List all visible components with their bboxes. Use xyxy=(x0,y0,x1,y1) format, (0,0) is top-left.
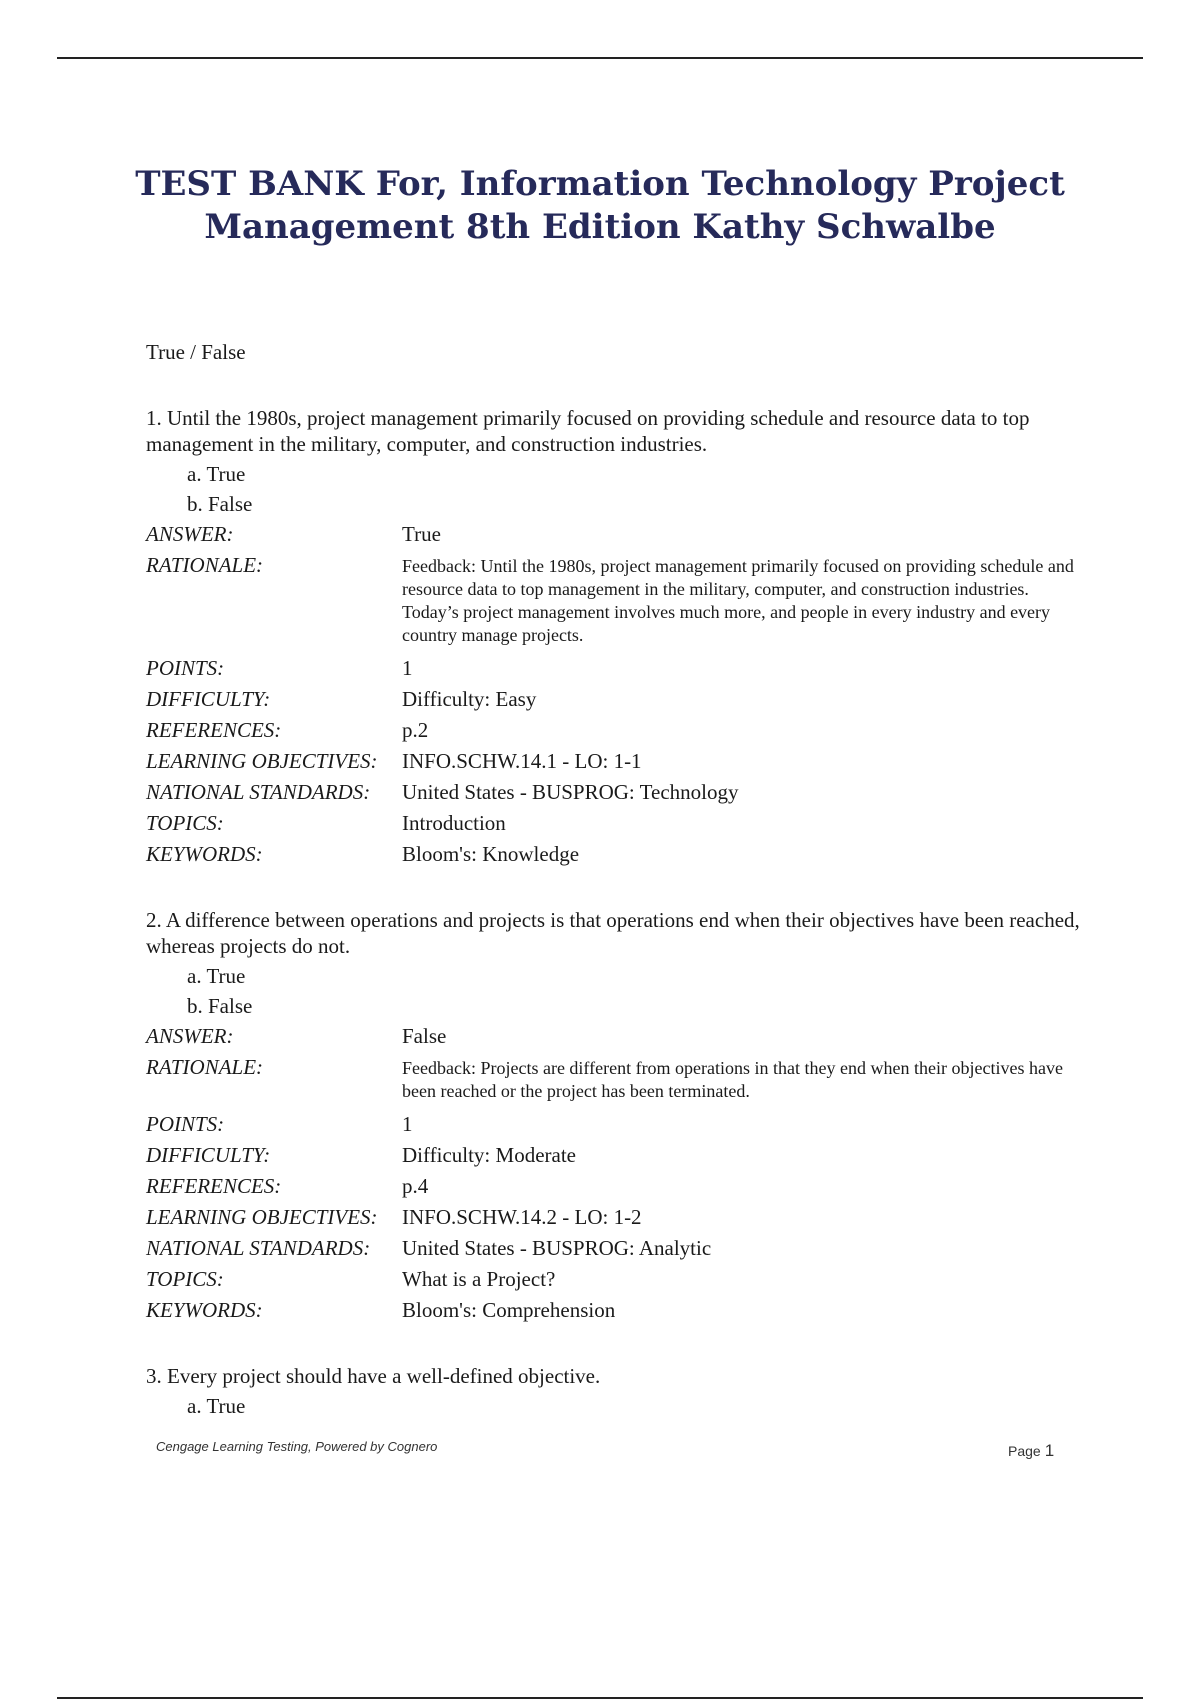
bottom-rule xyxy=(57,1697,1143,1699)
topics-key: TOPICS: xyxy=(146,1267,224,1291)
question-text: 3. Every project should have a well-defined objective. xyxy=(146,1364,601,1388)
question-1 xyxy=(146,405,1086,870)
answer-value: False xyxy=(402,1024,447,1048)
rationale-value: Feedback: Projects are different from operations in that they end when their objectives have been reached or the project has been terminated. xyxy=(402,1058,1063,1101)
difficulty-value: Difficulty: Moderate xyxy=(402,1143,576,1167)
points-key: POINTS: xyxy=(146,656,225,680)
answer-key: ANSWER: xyxy=(146,1024,234,1048)
difficulty-value: Difficulty: Easy xyxy=(402,687,537,711)
question-metadata xyxy=(146,1021,1086,1326)
page-label: Page xyxy=(1008,1443,1041,1459)
question-2 xyxy=(146,907,1086,1326)
section-label: True / False xyxy=(146,340,246,364)
answer-options xyxy=(187,1391,1086,1421)
footer-publisher: Cengage Learning Testing, Powered by Cognero xyxy=(156,1439,438,1454)
references-key: REFERENCES: xyxy=(146,1174,282,1198)
rationale-value: Feedback: Until the 1980s, project management primarily focused on providing schedule and resource data to top management in the military, computer, and construction industries. Today’s project management involves much more, and people in every industry and every country manage projects. xyxy=(402,556,1074,645)
keywords-key: KEYWORDS: xyxy=(146,1298,263,1322)
rationale-key: RATIONALE: xyxy=(146,553,264,577)
points-value: 1 xyxy=(402,656,413,680)
document-title xyxy=(0,163,1200,249)
national-standards-value: United States - BUSPROG: Technology xyxy=(402,780,739,804)
references-value: p.2 xyxy=(402,718,429,742)
references-key: REFERENCES: xyxy=(146,718,282,742)
option-a: a. True xyxy=(187,462,246,486)
answer-key: ANSWER: xyxy=(146,522,234,546)
difficulty-key: DIFFICULTY: xyxy=(146,1143,271,1167)
topics-value: Introduction xyxy=(402,811,506,835)
topics-value: What is a Project? xyxy=(402,1267,556,1291)
points-value: 1 xyxy=(402,1112,413,1136)
question-text: 2. A difference between operations and projects is that operations end when their objectives have been reached, whereas projects do not. xyxy=(146,908,1080,958)
page-number: 1 xyxy=(1044,1441,1055,1460)
answer-options xyxy=(187,961,1086,1021)
question-3 xyxy=(146,1363,1086,1421)
topics-key: TOPICS: xyxy=(146,811,224,835)
keywords-value: Bloom's: Knowledge xyxy=(402,842,580,866)
national-standards-value: United States - BUSPROG: Analytic xyxy=(402,1236,712,1260)
keywords-key: KEYWORDS: xyxy=(146,842,263,866)
rationale-key: RATIONALE: xyxy=(146,1055,264,1079)
question-metadata xyxy=(146,519,1086,870)
title-line-1: TEST BANK For, Information Technology Project xyxy=(135,164,1065,204)
option-a: a. True xyxy=(187,964,246,988)
title-line-2: Management 8th Edition Kathy Schwalbe xyxy=(204,207,996,247)
learning-objectives-key: LEARNING OBJECTIVES: xyxy=(146,1205,378,1229)
keywords-value: Bloom's: Comprehension xyxy=(402,1298,616,1322)
footer-page-indicator xyxy=(1008,1441,1054,1461)
national-standards-key: NATIONAL STANDARDS: xyxy=(146,1236,371,1260)
answer-options xyxy=(187,459,1086,519)
references-value: p.4 xyxy=(402,1174,429,1198)
points-key: POINTS: xyxy=(146,1112,225,1136)
question-text: 1. Until the 1980s, project management primarily focused on providing schedule and resource data to top management in the military, computer, and construction industries. xyxy=(146,406,1030,456)
option-b: b. False xyxy=(187,994,253,1018)
learning-objectives-value: INFO.SCHW.14.1 - LO: 1-1 xyxy=(402,749,642,773)
difficulty-key: DIFFICULTY: xyxy=(146,687,271,711)
option-b: b. False xyxy=(187,492,253,516)
learning-objectives-value: INFO.SCHW.14.2 - LO: 1-2 xyxy=(402,1205,642,1229)
option-a: a. True xyxy=(187,1394,246,1418)
answer-value: True xyxy=(402,522,441,546)
top-rule xyxy=(57,57,1143,59)
learning-objectives-key: LEARNING OBJECTIVES: xyxy=(146,749,378,773)
national-standards-key: NATIONAL STANDARDS: xyxy=(146,780,371,804)
